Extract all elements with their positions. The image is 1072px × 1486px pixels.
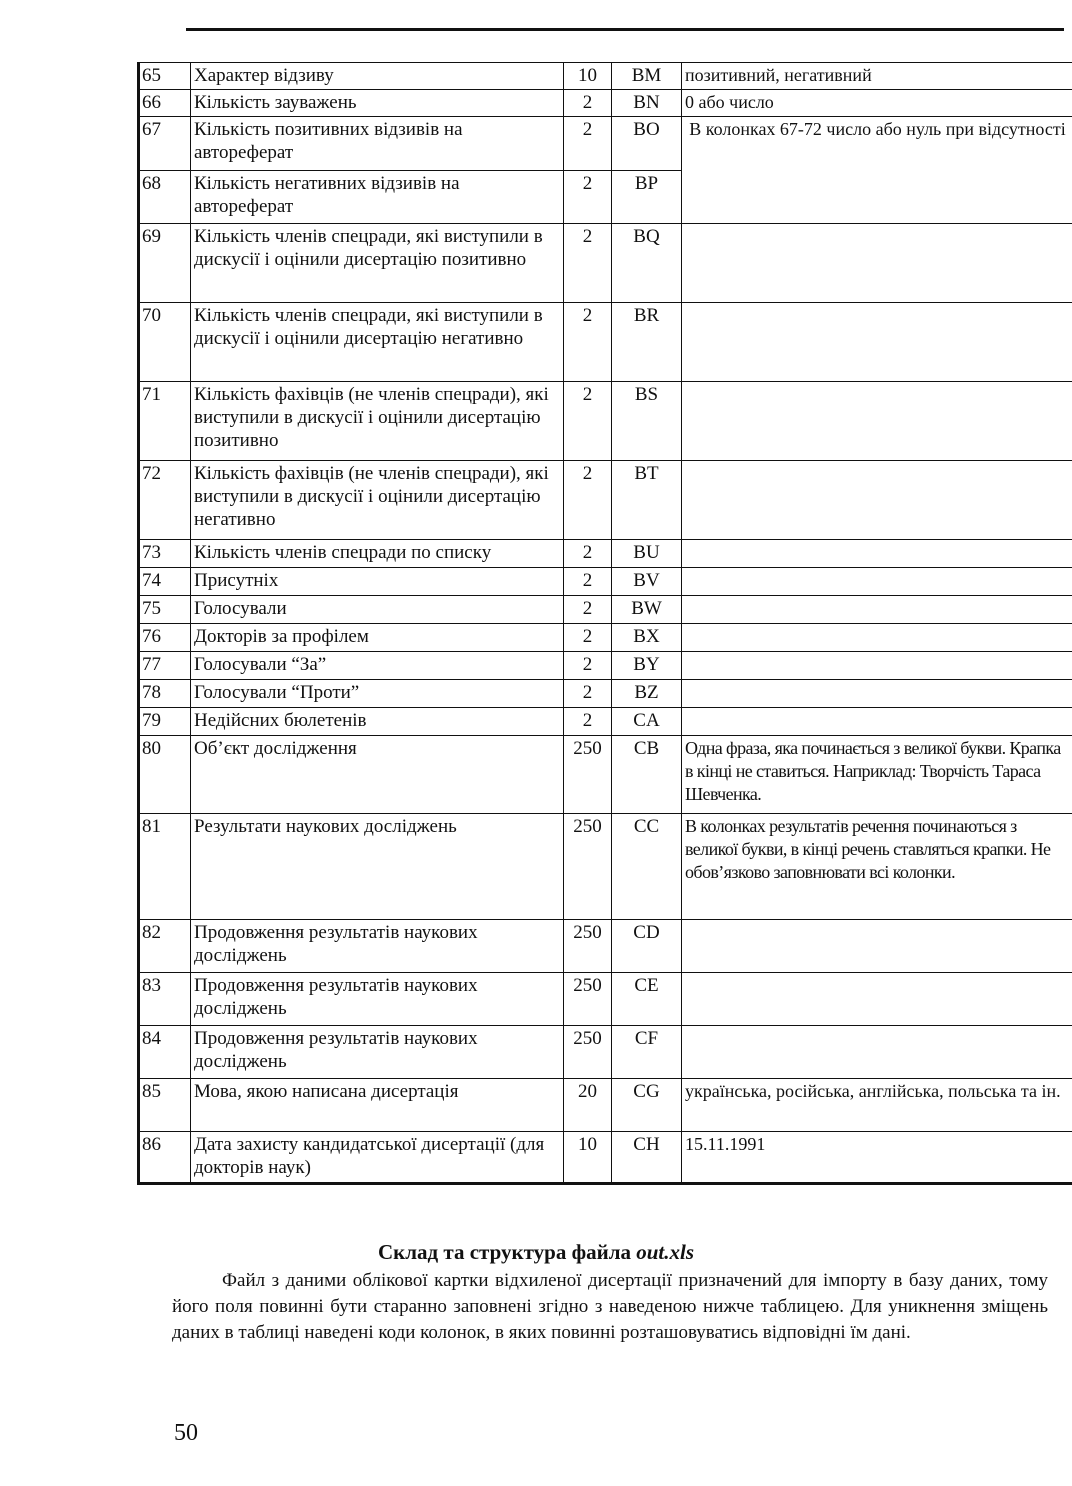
- field-name: Продовження результатів наукових досліджень: [191, 920, 564, 973]
- column-code: CD: [612, 920, 682, 973]
- row-number: 82: [139, 920, 191, 973]
- row-number: 84: [139, 1026, 191, 1079]
- row-number: 76: [139, 624, 191, 652]
- column-code: CH: [612, 1132, 682, 1184]
- row-number: 69: [139, 224, 191, 303]
- table-row: [139, 920, 1072, 973]
- table-row: [139, 1132, 1072, 1184]
- section-heading-filename: out.xls: [636, 1240, 695, 1264]
- body-paragraph: Файл з даними облікової картки відхиленої дисертації призначений для імпорту в базу даних, тому його поля повинні бути старанно заповнені згідно з наведеною нижче таблицею. Для уникнення зміщень даних в таблиці наведені коди колонок, в яких повинні розташовуватись відповідні їм дані.: [172, 1270, 1048, 1343]
- field-note: В колонках результатів речення починаються з великої букви, в кінці речень ставляться крапки. Не обов’язково заповнювати всі колонки.: [682, 814, 1072, 920]
- row-number: 67: [139, 117, 191, 171]
- field-length: 2: [564, 596, 612, 624]
- column-code: CF: [612, 1026, 682, 1079]
- top-rule: [186, 28, 1064, 31]
- field-name: Продовження результатів наукових досліджень: [191, 1026, 564, 1079]
- field-name: Продовження результатів наукових досліджень: [191, 973, 564, 1026]
- field-length: 2: [564, 708, 612, 736]
- table-row: [139, 540, 1072, 568]
- field-length: 2: [564, 652, 612, 680]
- column-code: BP: [612, 171, 682, 224]
- field-name: Характер відзиву: [191, 63, 564, 90]
- field-length: 250: [564, 1026, 612, 1079]
- row-number: 66: [139, 90, 191, 117]
- field-name: Об’єкт дослідження: [191, 736, 564, 814]
- field-name: Голосували “За”: [191, 652, 564, 680]
- field-name: Присутніх: [191, 568, 564, 596]
- field-note: [682, 382, 1072, 461]
- table-row: [139, 708, 1072, 736]
- row-number: 72: [139, 461, 191, 540]
- field-length: 10: [564, 1132, 612, 1184]
- table-row: [139, 596, 1072, 624]
- field-length: 250: [564, 973, 612, 1026]
- field-length: 10: [564, 63, 612, 90]
- field-note: В колонках 67-72 число або нуль при відсутності: [682, 117, 1072, 224]
- table-row: [139, 814, 1072, 920]
- field-length: 2: [564, 540, 612, 568]
- row-number: 81: [139, 814, 191, 920]
- column-code: CA: [612, 708, 682, 736]
- table-row: [139, 568, 1072, 596]
- field-name: Кількість членів спецради, які виступили в дискусії і оцінили дисертацію позитивно: [191, 224, 564, 303]
- table-row: [139, 224, 1072, 303]
- field-note: [682, 652, 1072, 680]
- table-row: [139, 382, 1072, 461]
- field-note: [682, 596, 1072, 624]
- column-code: BM: [612, 63, 682, 90]
- row-number: 77: [139, 652, 191, 680]
- field-name: Результати наукових досліджень: [191, 814, 564, 920]
- row-number: 86: [139, 1132, 191, 1184]
- field-note: 0 або число: [682, 90, 1072, 117]
- column-code: BX: [612, 624, 682, 652]
- field-name: Дата захисту кандидатської дисертації (для докторів наук): [191, 1132, 564, 1184]
- column-code: CC: [612, 814, 682, 920]
- field-name: Кількість фахівців (не членів спецради), які виступили в дискусії і оцінили дисертацію негативно: [191, 461, 564, 540]
- column-code: CG: [612, 1079, 682, 1132]
- field-note: [682, 224, 1072, 303]
- table-row: [139, 736, 1072, 814]
- field-length: 2: [564, 680, 612, 708]
- row-number: 85: [139, 1079, 191, 1132]
- field-length: 2: [564, 171, 612, 224]
- row-number: 80: [139, 736, 191, 814]
- column-code: BY: [612, 652, 682, 680]
- field-note: [682, 973, 1072, 1026]
- field-note: [682, 920, 1072, 973]
- field-name: Кількість зауважень: [191, 90, 564, 117]
- table-row: [139, 117, 1072, 171]
- table-row: [139, 90, 1072, 117]
- field-note: [682, 708, 1072, 736]
- row-number: 70: [139, 303, 191, 382]
- field-name: Кількість позитивних відзивів на автореферат: [191, 117, 564, 171]
- column-code: BV: [612, 568, 682, 596]
- field-name: Кількість фахівців (не членів спецради), які виступили в дискусії і оцінили дисертацію позитивно: [191, 382, 564, 461]
- field-note: Одна фраза, яка починається з великої букви. Крапка в кінці не ставиться. Наприклад: Творчість Тараса Шевченка.: [682, 736, 1072, 814]
- field-note: українська, російська, англійська, польська та ін.: [682, 1079, 1072, 1132]
- row-number: 73: [139, 540, 191, 568]
- field-length: 2: [564, 461, 612, 540]
- row-number: 74: [139, 568, 191, 596]
- field-note: [682, 568, 1072, 596]
- table-row: [139, 303, 1072, 382]
- table-row: [139, 63, 1072, 90]
- column-code: BU: [612, 540, 682, 568]
- row-number: 68: [139, 171, 191, 224]
- field-name: Мова, якою написана дисертація: [191, 1079, 564, 1132]
- field-length: 2: [564, 382, 612, 461]
- field-length: 20: [564, 1079, 612, 1132]
- field-length: 2: [564, 90, 612, 117]
- field-note: [682, 461, 1072, 540]
- field-note: [682, 1026, 1072, 1079]
- column-code: BT: [612, 461, 682, 540]
- section-heading-text: Склад та структура файла: [377, 1240, 631, 1264]
- row-number: 83: [139, 973, 191, 1026]
- column-code: BS: [612, 382, 682, 461]
- field-length: 2: [564, 224, 612, 303]
- field-note: [682, 680, 1072, 708]
- field-name: Голосували: [191, 596, 564, 624]
- field-spec-table: [137, 62, 1072, 1185]
- table-row: [139, 1079, 1072, 1132]
- row-number: 78: [139, 680, 191, 708]
- column-code: BR: [612, 303, 682, 382]
- field-note: [682, 624, 1072, 652]
- page-number: 50: [174, 1420, 198, 1446]
- column-code: CE: [612, 973, 682, 1026]
- field-name: Кількість членів спецради по списку: [191, 540, 564, 568]
- row-number: 71: [139, 382, 191, 461]
- column-code: CB: [612, 736, 682, 814]
- column-code: BZ: [612, 680, 682, 708]
- field-name: Голосували “Проти”: [191, 680, 564, 708]
- section-heading: [0, 1240, 1072, 1265]
- field-length: 250: [564, 736, 612, 814]
- field-name: Кількість негативних відзивів на автореферат: [191, 171, 564, 224]
- row-number: 75: [139, 596, 191, 624]
- column-code: BN: [612, 90, 682, 117]
- field-note: [682, 540, 1072, 568]
- field-length: 250: [564, 814, 612, 920]
- table-row: [139, 1026, 1072, 1079]
- table-row: [139, 973, 1072, 1026]
- field-length: 250: [564, 920, 612, 973]
- table-row: [139, 652, 1072, 680]
- field-name: Докторів за профілем: [191, 624, 564, 652]
- field-length: 2: [564, 117, 612, 171]
- column-code: BQ: [612, 224, 682, 303]
- field-note: [682, 303, 1072, 382]
- field-length: 2: [564, 624, 612, 652]
- field-length: 2: [564, 303, 612, 382]
- column-code: BW: [612, 596, 682, 624]
- row-number: 65: [139, 63, 191, 90]
- field-name: Недійсних бюлетенів: [191, 708, 564, 736]
- table-row: [139, 461, 1072, 540]
- field-note: 15.11.1991: [682, 1132, 1072, 1184]
- field-note: позитивний, негативний: [682, 63, 1072, 90]
- table-row: [139, 624, 1072, 652]
- column-code: BO: [612, 117, 682, 171]
- row-number: 79: [139, 708, 191, 736]
- field-length: 2: [564, 568, 612, 596]
- table-row: [139, 680, 1072, 708]
- field-name: Кількість членів спецради, які виступили в дискусії і оцінили дисертацію негативно: [191, 303, 564, 382]
